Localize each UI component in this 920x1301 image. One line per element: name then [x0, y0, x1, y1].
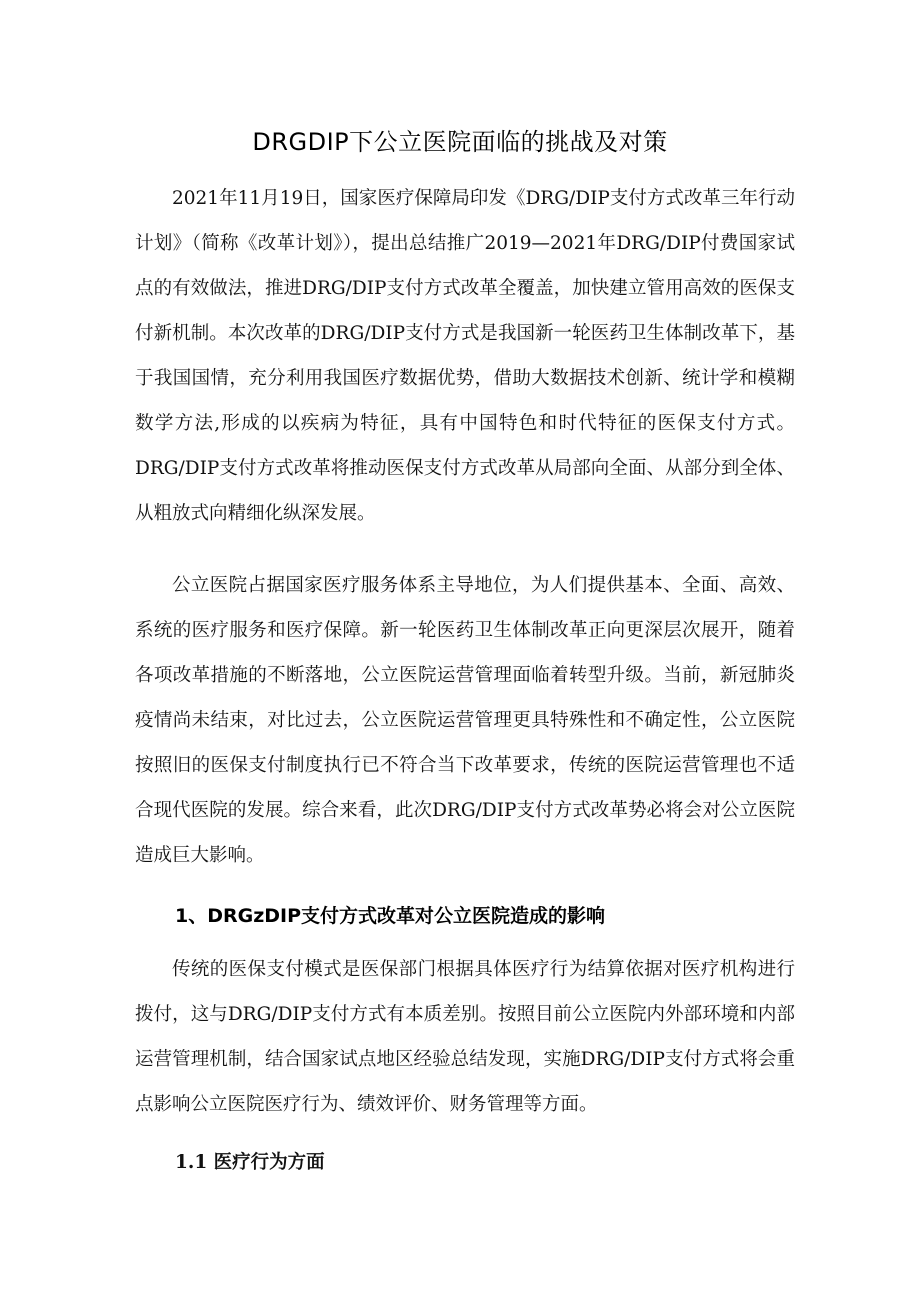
paragraph-public-hospitals: 公立医院占据国家医疗服务体系主导地位，为人们提供基本、全面、高效、系统的医疗服务和医疗保障。新一轮医药卫生体制改革正向更深层次展开，随着各项改革措施的不断落地，公立医院运营管理面临着转型升级。当前，新冠肺炎疫情尚未结束，对比过去，公立医院运营管理更具特殊性和不确定性，公立医院按照旧的医保支付制度执行已不符合当下改革要求，传统的医院运营管理也不适合现代医院的发展。综合来看，此次DRG/DIP支付方式改革势必将会对公立医院造成巨大影响。	[135, 575, 795, 866]
paragraph-intro: 2021年11月19日，国家医疗保障局印发《DRG/DIP支付方式改革三年行动计划》（简称《改革计划》），提出总结推广2019—2021年DRG/DIP付费国家试点的有效做法，推进DRG/DIP支付方式改革全覆盖，加快建立管用高效的医保支付新机制。本次改革的DRG/DIP支付方式是我国新一轮医药卫生体制改革下，基于我国国情，充分利用我国医疗数据优势，借助大数据技术创新、统计学和模糊数学方法,形成的以疾病为特征，具有中国特色和时代特征的医保支付方式。DRG/DIP支付方式改革将推动医保支付方式改革从局部向全面、从部分到全体、从粗放式向精细化纵深发展。	[135, 188, 795, 524]
sub-heading-1-1: 1.1 医疗行为方面	[175, 1152, 325, 1173]
section-heading-1: 1、DRGzDIP支付方式改革对公立医院造成的影响	[175, 905, 606, 927]
document-title: DRGDIP下公立医院面临的挑战及对策	[252, 128, 668, 156]
paragraph-section-1: 传统的医保支付模式是医保部门根据具体医疗行为结算依据对医疗机构进行拨付，这与DRG/DIP支付方式有本质差别。按照目前公立医院内外部环境和内部运营管理机制，结合国家试点地区经验总结发现，实施DRG/DIP支付方式将会重点影响公立医院医疗行为、绩效评价、财务管理等方面。	[135, 959, 795, 1115]
